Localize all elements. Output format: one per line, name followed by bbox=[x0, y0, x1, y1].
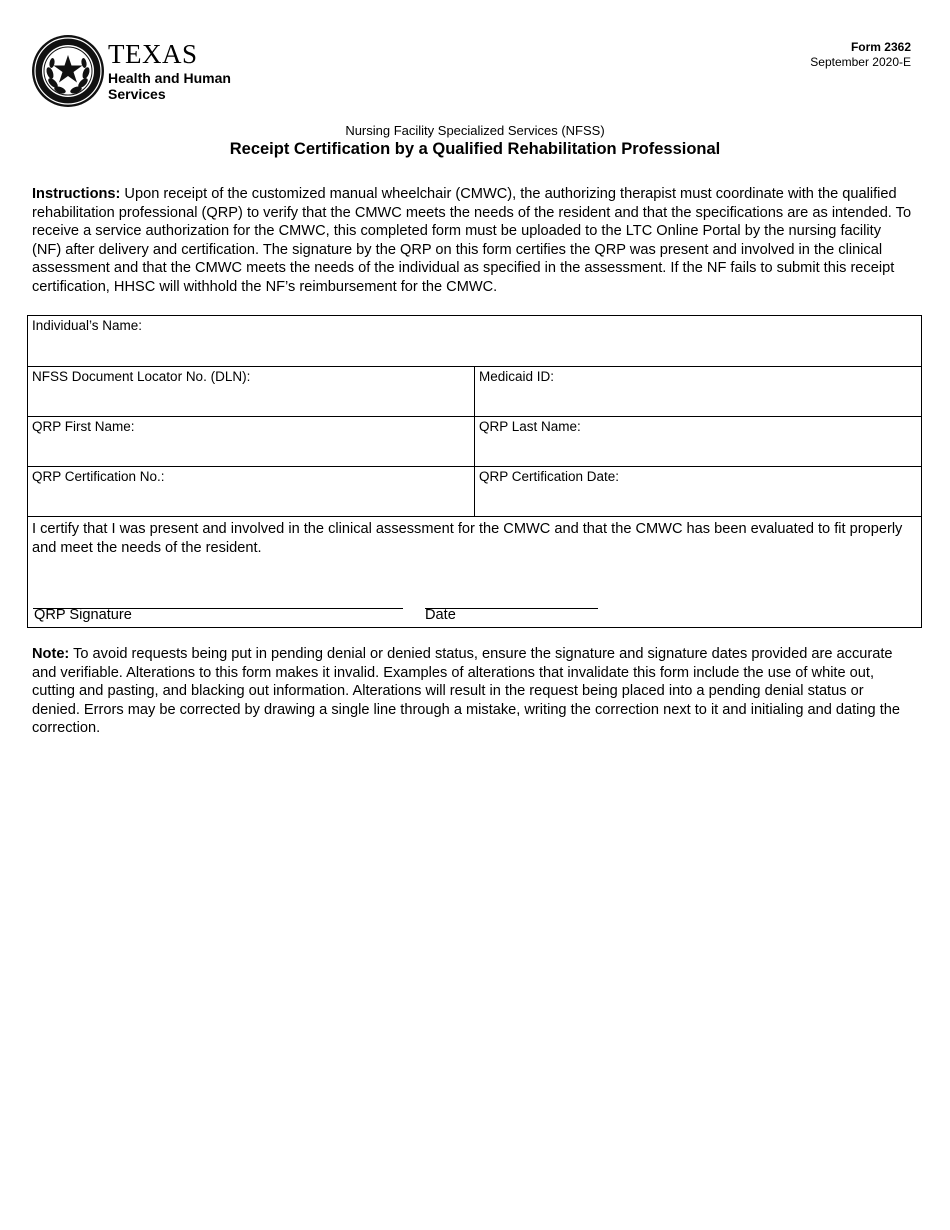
texas-seal-icon bbox=[30, 33, 106, 109]
qrp-last-name-field[interactable] bbox=[475, 417, 921, 467]
instructions-label: Instructions: bbox=[32, 186, 121, 202]
form-row-qrp-name bbox=[28, 417, 921, 468]
note-label: Note: bbox=[32, 646, 70, 662]
medicaid-id-field[interactable] bbox=[475, 367, 921, 416]
form-identifier bbox=[810, 40, 911, 70]
note-text: To avoid requests being put in pending denial or denied status, ensure the signature and signature dates provided are accurate and verifiable. Alterations to this form makes it invalid. Examples of alterations that invalidate this form include the use of white out, cutting and pasting, and blacking out information. Alterations will result in the request being placed into a pending denial status or denied. Errors may be corrected by drawing a single line through a mistake, writing the correction next to it and initialing and dating the correction. bbox=[32, 646, 900, 737]
note-paragraph bbox=[32, 645, 912, 738]
certification-block bbox=[28, 517, 921, 627]
form-row-qrp-cert bbox=[28, 467, 921, 517]
program-name: Nursing Facility Specialized Services (NFSS) bbox=[345, 123, 605, 138]
logo-agency-line2: Services bbox=[108, 86, 166, 102]
certification-statement: I certify that I was present and involved in the clinical assessment for the CMWC and that the CMWC has been evaluated to fit properly and meet the needs of the resident. bbox=[32, 521, 903, 556]
form-table bbox=[27, 315, 922, 628]
individual-name-field[interactable] bbox=[28, 316, 921, 366]
qrp-cert-no-field[interactable] bbox=[28, 467, 475, 516]
form-row-individual bbox=[28, 316, 921, 367]
form-number: Form 2362 bbox=[850, 40, 911, 54]
logo-agency-line1: Health and Human bbox=[108, 70, 231, 86]
medicaid-id-label: Medicaid ID: bbox=[479, 368, 555, 384]
form-header bbox=[0, 123, 950, 159]
qrp-cert-no-label: QRP Certification No.: bbox=[32, 469, 165, 484]
date-label: Date bbox=[425, 607, 456, 623]
instructions-paragraph bbox=[32, 185, 912, 297]
qrp-cert-date-field[interactable] bbox=[475, 467, 921, 516]
dln-label: NFSS Document Locator No. (DLN): bbox=[32, 368, 251, 384]
page-title: Receipt Certification by a Qualified Rehabilitation Professional bbox=[229, 140, 721, 158]
logo-state-name: TEXAS bbox=[108, 39, 198, 69]
form-revision-date: September 2020-E bbox=[810, 55, 911, 69]
individual-name-label: Individual’s Name: bbox=[32, 318, 143, 333]
qrp-first-name-field[interactable] bbox=[28, 417, 475, 467]
qrp-cert-date-label: QRP Certification Date: bbox=[479, 469, 620, 484]
agency-logo bbox=[30, 33, 230, 113]
form-row-dln bbox=[28, 367, 921, 417]
dln-field[interactable] bbox=[28, 367, 475, 416]
qrp-first-name-label: QRP First Name: bbox=[32, 418, 135, 434]
signature-label: QRP Signature bbox=[34, 607, 132, 623]
instructions-text: Upon receipt of the customized manual wheelchair (CMWC), the authorizing therapist must coordinate with the qualified rehabilitation professional (QRP) to verify that the CMWC meets the needs of the resident and that the specifications are as intended. To receive a service authorization for the CMWC, this completed form must be uploaded to the LTC Online Portal by the nursing facility (NF) after delivery and certification. The signature by the QRP on this form certifies the QRP was present and involved in the clinical assessment and that the CMWC meets the needs of the individual as specified in the assessment. If the NF fails to submit this receipt certification, HHSC will withhold the NF’s reimbursement for the CMWC. bbox=[32, 186, 912, 295]
qrp-last-name-label: QRP Last Name: bbox=[479, 418, 581, 434]
